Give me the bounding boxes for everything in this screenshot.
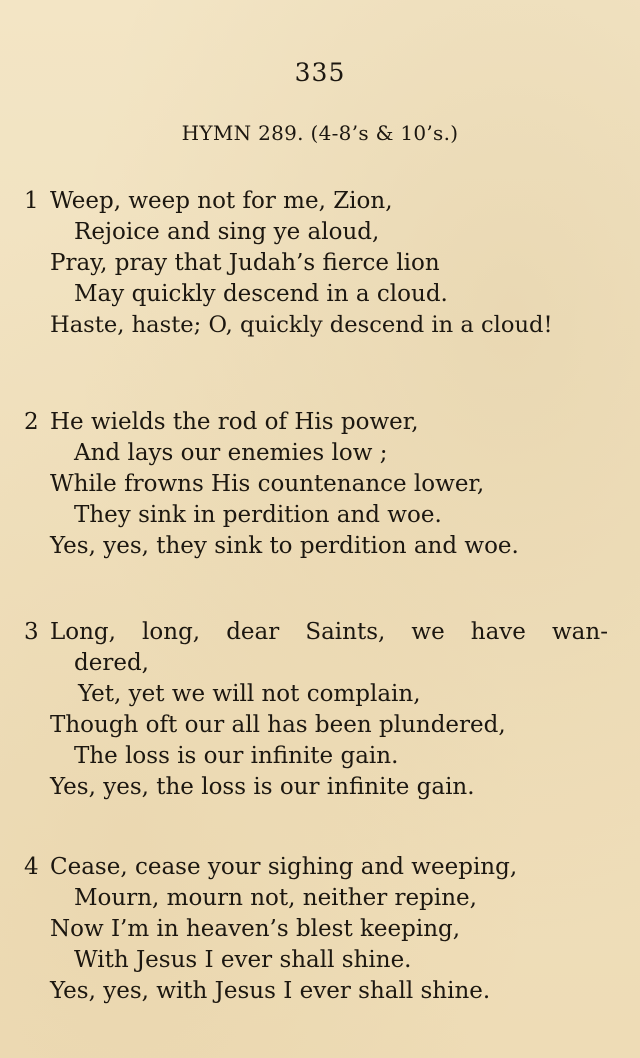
verse-line: Yes, yes, the loss is our infinite gain. [50, 774, 475, 800]
verse-line: Yes, yes, they sink to perdition and woe. [50, 533, 519, 559]
verse-number: 3 [24, 619, 39, 645]
verse-line: Yes, yes, with Jesus I ever shall shine. [50, 978, 491, 1004]
verse-word: long, [142, 619, 201, 645]
verse-line: Though oft our all has been plundered, [50, 712, 506, 738]
verse-line: Mourn, mourn not, neither repine, [74, 885, 477, 911]
verse-first-line [50, 617, 608, 648]
verse-line: Pray, pray that Judah’s fierce lion [50, 250, 440, 276]
verse-line: Cease, cease your sighing and weeping, [50, 854, 518, 880]
verse-word: dear [226, 619, 280, 645]
verse-word: wan- [552, 619, 608, 645]
verse-line: Haste, haste; O, quickly descend in a cloud! [50, 312, 553, 338]
verse-line: With Jesus I ever shall shine. [74, 947, 412, 973]
verse-word: Saints, [305, 619, 386, 645]
verse-number: 2 [24, 409, 39, 435]
verse-line: dered, [74, 650, 149, 676]
verse-line: May quickly descend in a cloud. [74, 281, 448, 307]
verse-word: Long, [50, 619, 116, 645]
verse-line: Rejoice and sing ye aloud, [74, 219, 380, 245]
verse-word: have [470, 619, 526, 645]
verse-line: Weep, weep not for me, Zion, [50, 188, 393, 214]
verse-word: we [411, 619, 445, 645]
verse-line: And lays our enemies low ; [74, 440, 388, 466]
hymn-title: HYMN 289. (4-8’s & 10’s.) [181, 121, 459, 145]
verse-number: 4 [24, 854, 39, 880]
verse-line: While frowns His countenance lower, [50, 471, 485, 497]
verse-line: They sink in perdition and woe. [74, 502, 442, 528]
page-number: 335 [294, 58, 346, 87]
verse-line: Yet, yet we will not complain, [78, 681, 421, 707]
verse-number: 1 [24, 188, 39, 214]
verse-line: Now I’m in heaven’s blest keeping, [50, 916, 461, 942]
verse-line: The loss is our infinite gain. [74, 743, 399, 769]
verse-line: He wields the rod of His power, [50, 409, 419, 435]
